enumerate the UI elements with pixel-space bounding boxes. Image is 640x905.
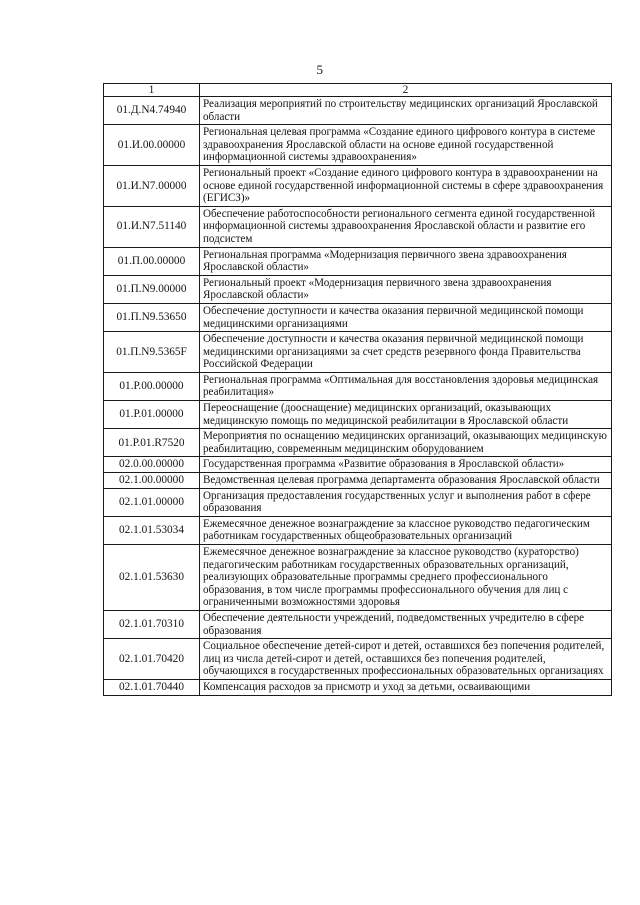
row-name-cell: Обеспечение доступности и качества оказания первичной медицинской помощи медицинскими организациями за счет средств резервного фонда Правительства Российской Федерации: [200, 332, 612, 373]
row-name-cell: Региональный проект «Модернизация первичного звена здравоохранения Ярославской области»: [200, 275, 612, 303]
table-row: [104, 610, 612, 638]
row-code-cell: 02.1.01.00000: [104, 488, 200, 516]
row-name-cell: Организация предоставления государственных услуг и выполнения работ в сфере образования: [200, 488, 612, 516]
table-row: [104, 401, 612, 429]
row-code-cell: 01.И.N7.51140: [104, 206, 200, 247]
row-code-cell: 01.П.N9.00000: [104, 275, 200, 303]
row-code-cell: 01.И.00.00000: [104, 125, 200, 166]
table-row: [104, 303, 612, 331]
table-row: [104, 247, 612, 275]
row-name-cell: Реализация мероприятий по строительству медицинских организаций Ярославской области: [200, 97, 612, 125]
table-row: [104, 488, 612, 516]
row-name-cell: Ежемесячное денежное вознаграждение за классное руководство педагогическим работникам государственных общеобразовательных организаций: [200, 516, 612, 544]
row-name-cell: Региональная программа «Оптимальная для восстановления здоровья медицинская реабилитация»: [200, 372, 612, 400]
row-code-cell: 02.1.01.70440: [104, 679, 200, 695]
budget-classification-table: [103, 83, 612, 696]
row-code-cell: 01.Р.01.00000: [104, 401, 200, 429]
row-code-cell: 01.Д.N4.74940: [104, 97, 200, 125]
row-name-cell: Ежемесячное денежное вознаграждение за классное руководство (кураторство) педагогическим работникам государственных образовательных организаций, реализующих образовательные программы среднего профессионального образования, в том числе программы профессионального обучения для лиц с ограниченными возможностями здоровья: [200, 545, 612, 611]
row-code-cell: 01.Р.00.00000: [104, 372, 200, 400]
row-name-cell: Социальное обеспечение детей-сирот и детей, оставшихся без попечения родителей, лиц из числа детей-сирот и детей, оставшихся без попечения родителей, обучающихся в государственных профессиональных образовательных организациях: [200, 639, 612, 680]
table-row: [104, 639, 612, 680]
budget-classification-table-container: [103, 83, 612, 696]
row-code-cell: 01.П.N9.5365F: [104, 332, 200, 373]
row-name-cell: Переоснащение (дооснащение) медицинских организаций, оказывающих медицинскую помощь по медицинской реабилитации в Ярославской области: [200, 401, 612, 429]
column-header-code: 1: [104, 84, 200, 97]
table-header-row: [104, 84, 612, 97]
row-code-cell: 01.П.N9.53650: [104, 303, 200, 331]
row-name-cell: Региональная программа «Модернизация первичного звена здравоохранения Ярославской области»: [200, 247, 612, 275]
table-row: [104, 679, 612, 695]
row-name-cell: Обеспечение доступности и качества оказания первичной медицинской помощи медицинскими организациями: [200, 303, 612, 331]
row-code-cell: 02.0.00.00000: [104, 457, 200, 473]
table-row: [104, 332, 612, 373]
row-name-cell: Региональный проект «Создание единого цифрового контура в здравоохранении на основе единой государственной информационной системы в сфере здравоохранения (ЕГИСЗ)»: [200, 165, 612, 206]
table-row: [104, 125, 612, 166]
table-body: [104, 97, 612, 696]
row-name-cell: Обеспечение деятельности учреждений, подведомственных учредителю в сфере образования: [200, 610, 612, 638]
row-code-cell: 02.1.01.70310: [104, 610, 200, 638]
page-number: 5: [316, 62, 324, 77]
row-code-cell: 02.1.01.53034: [104, 516, 200, 544]
table-row: [104, 97, 612, 125]
row-name-cell: Обеспечение работоспособности регионального сегмента единой государственной информационной системы здравоохранения Ярославской области и развитие его подсистем: [200, 206, 612, 247]
row-name-cell: Компенсация расходов за присмотр и уход за детьми, осваивающими: [200, 679, 612, 695]
row-name-cell: Мероприятия по оснащению медицинских организаций, оказывающих медицинскую реабилитацию, современным медицинским оборудованием: [200, 429, 612, 457]
row-code-cell: 01.И.N7.00000: [104, 165, 200, 206]
row-code-cell: 01.П.00.00000: [104, 247, 200, 275]
table-row: [104, 473, 612, 489]
table-row: [104, 516, 612, 544]
table-row: [104, 457, 612, 473]
row-name-cell: Государственная программа «Развитие образования в Ярославской области»: [200, 457, 612, 473]
row-name-cell: Региональная целевая программа «Создание единого цифрового контура в системе здравоохранения Ярославской области на основе единой государственной информационной системы здравоохранения»: [200, 125, 612, 166]
row-name-cell: Ведомственная целевая программа департамента образования Ярославской области: [200, 473, 612, 489]
table-row: [104, 165, 612, 206]
column-header-name: 2: [200, 84, 612, 97]
table-row: [104, 372, 612, 400]
table-row: [104, 206, 612, 247]
table-row: [104, 275, 612, 303]
row-code-cell: 02.1.00.00000: [104, 473, 200, 489]
row-code-cell: 02.1.01.70420: [104, 639, 200, 680]
row-code-cell: 01.Р.01.R7520: [104, 429, 200, 457]
row-code-cell: 02.1.01.53630: [104, 545, 200, 611]
table-row: [104, 545, 612, 611]
table-row: [104, 429, 612, 457]
